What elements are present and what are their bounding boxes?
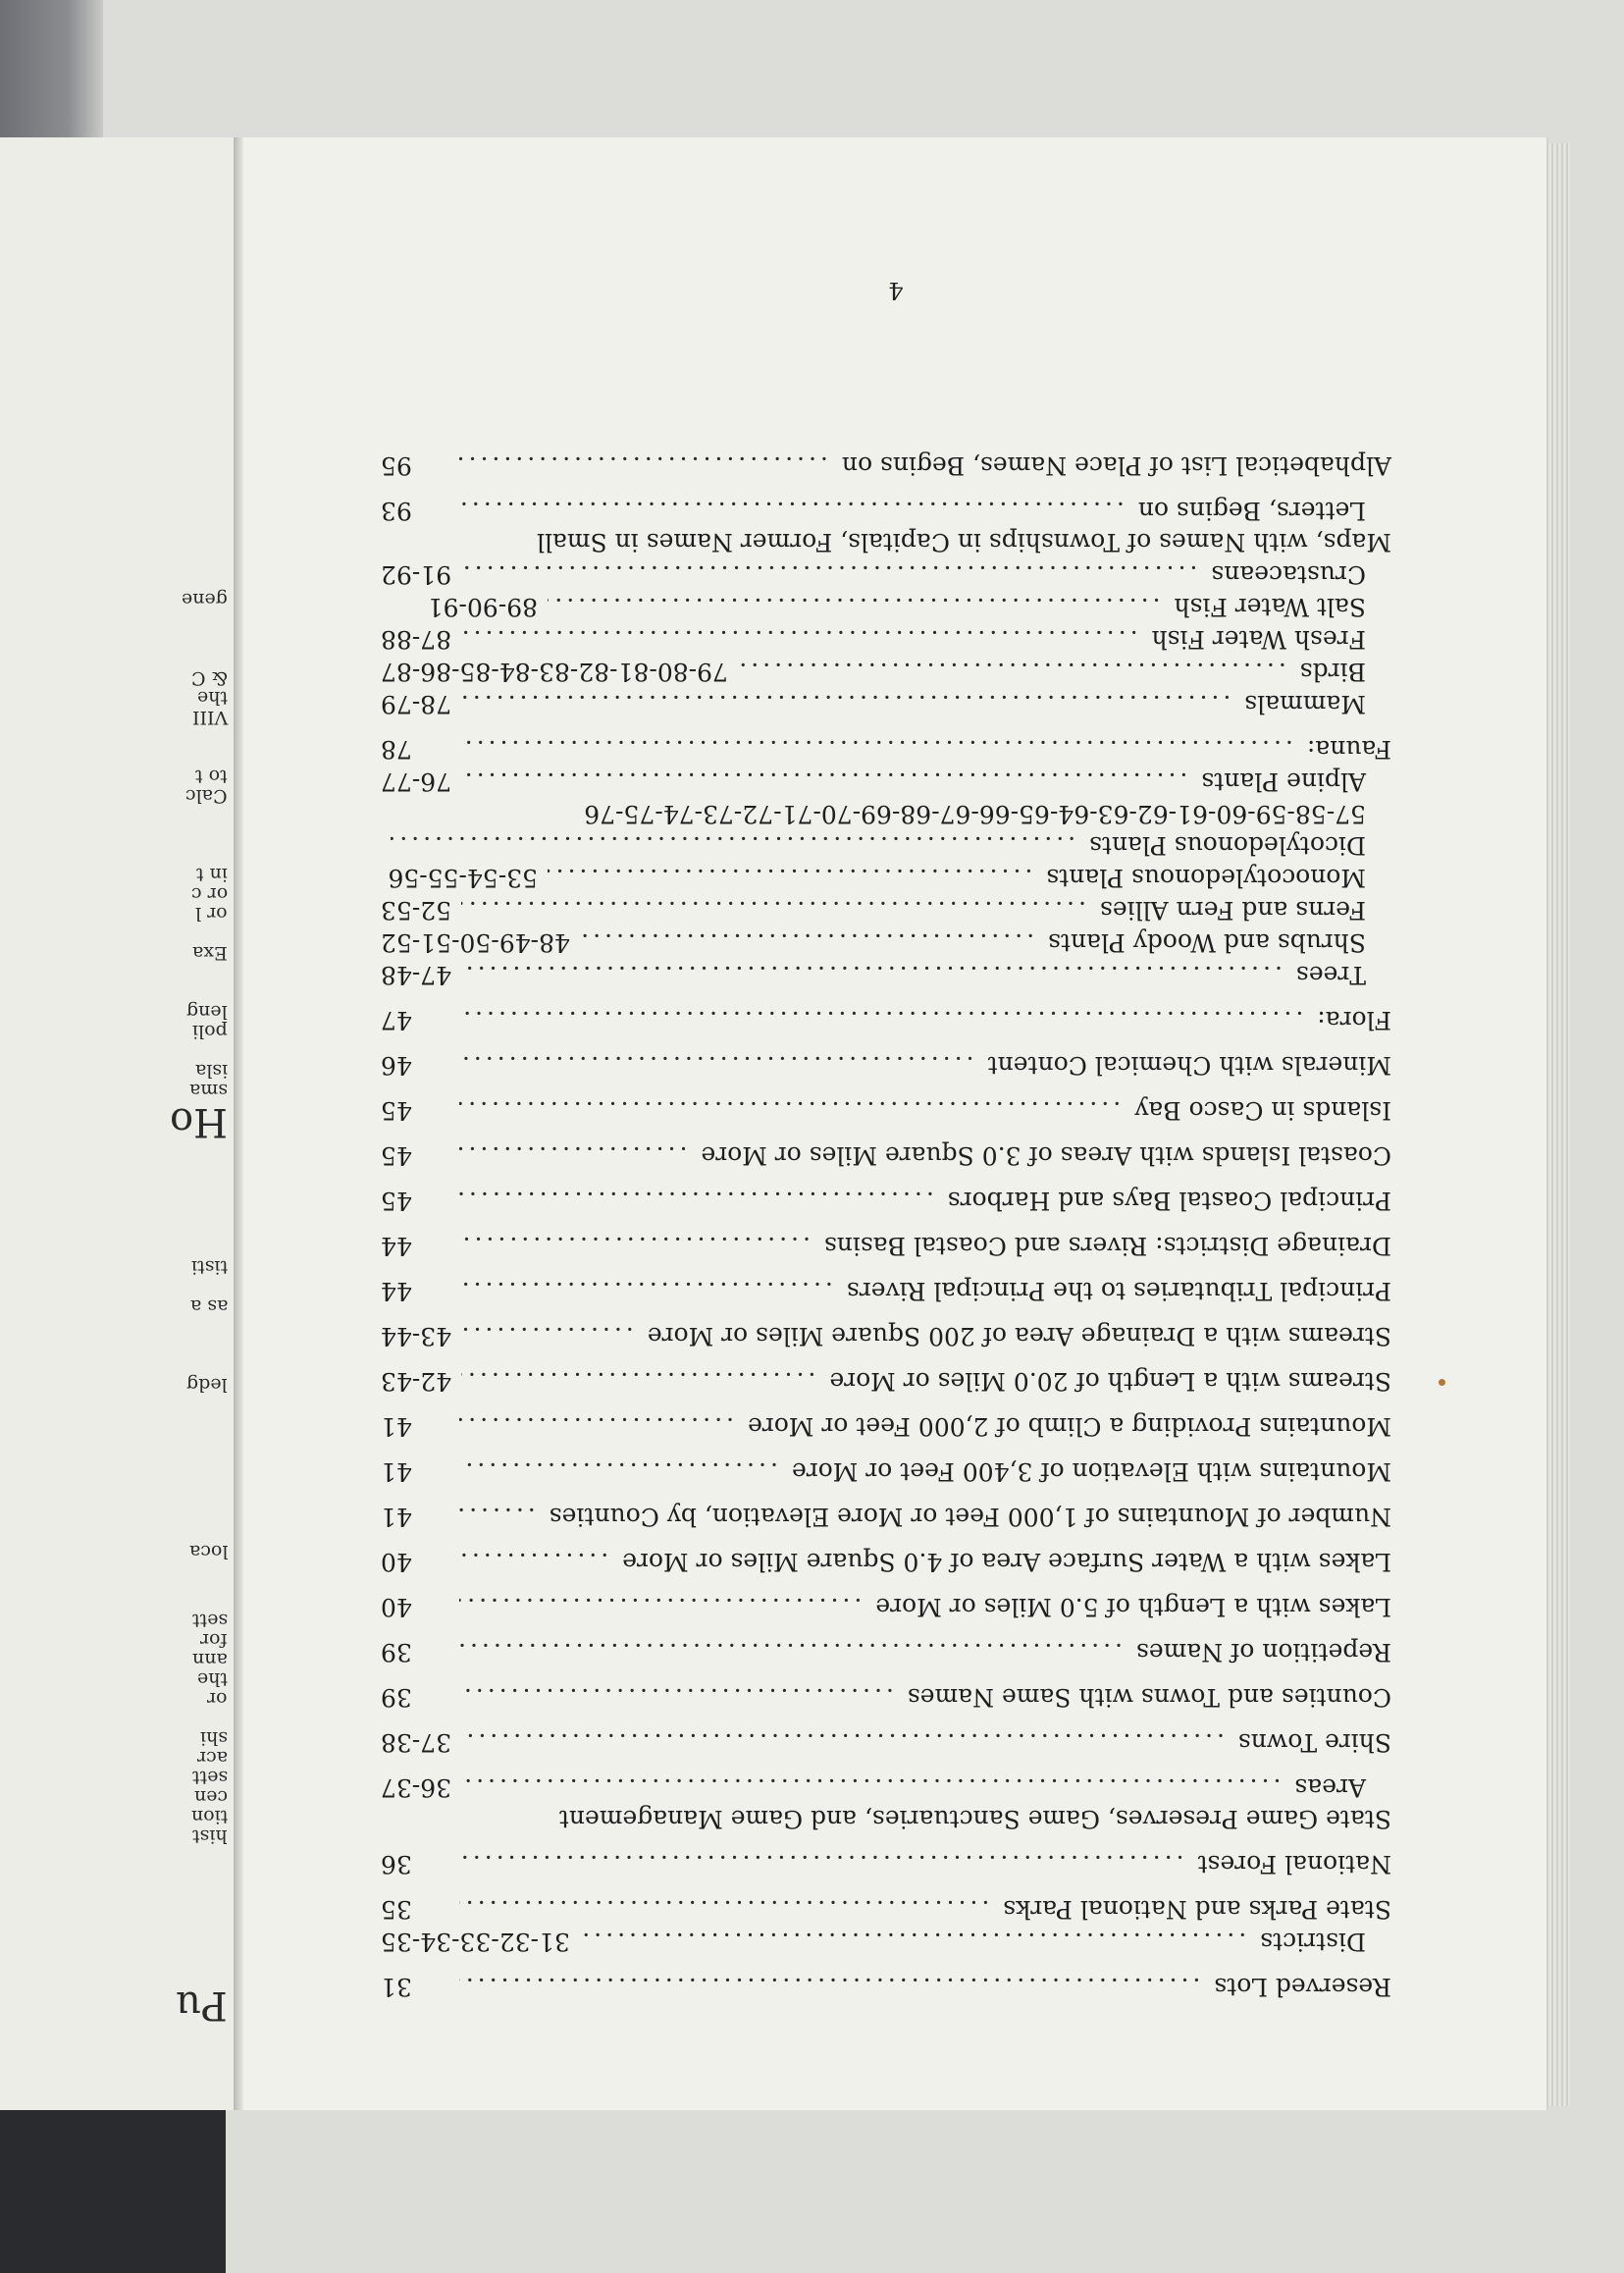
toc-entry-row: [381, 688, 1391, 719]
toc-entry-page: 35: [381, 1895, 412, 1924]
dot-leader: [461, 623, 1138, 655]
toc-entry: [381, 688, 1391, 719]
toc-entry-continuation-text: 57-58-59-60-61-62-63-64-65-66-67-68-69-70-71-72-73-74-75-76: [584, 800, 1366, 828]
left-page-text-fragment: the: [196, 1668, 228, 1690]
toc-entry: [381, 656, 1391, 687]
dot-leader: [459, 1410, 734, 1442]
dot-leader: [461, 1771, 1281, 1803]
toc-entry-title: Dicotyledonous Plants: [1089, 831, 1366, 860]
toc-entry: [381, 1320, 1391, 1351]
toc-entry-page: 93: [381, 497, 412, 525]
toc-entry: [381, 1501, 1391, 1532]
toc-entry-title: National Forest: [1197, 1850, 1391, 1878]
toc-entry: [381, 1275, 1391, 1306]
toc-entry-page: 41: [381, 1457, 412, 1486]
toc-entry-row: [381, 1455, 1391, 1487]
left-page-text-fragment: tisti: [190, 1256, 228, 1278]
toc-entry-row: [381, 959, 1391, 990]
dot-leader: [548, 862, 1032, 893]
toc-entry-title: Districts: [1260, 1928, 1366, 1956]
toc-entry-page: 91-92: [381, 560, 452, 589]
dot-leader: [461, 558, 1197, 590]
toc-entry-page: 40: [381, 1593, 412, 1621]
toc-entry: [381, 1971, 1391, 2002]
left-page-text-fragment: Pu: [176, 1982, 228, 2028]
toc-entry-title: Lakes with a Length of 5.0 Miles or More: [875, 1593, 1391, 1621]
toc-entry-title: Counties and Towns with Same Names: [907, 1683, 1391, 1712]
toc-entry-page: 95: [381, 451, 412, 480]
toc-entry-title: Mountains Providing a Climb of 2,000 Feet or More: [748, 1412, 1391, 1441]
toc-entry: [381, 798, 1391, 861]
dot-leader: [459, 495, 1125, 526]
toc-entry-page: 41: [381, 1503, 412, 1531]
toc-entry-page: 48-49-50-51-52: [381, 928, 570, 957]
toc-entry-title: Fauna:: [1306, 735, 1391, 764]
toc-entry-row: [381, 1546, 1391, 1577]
toc-entry: [381, 1771, 1391, 1834]
toc-entry: [381, 558, 1391, 590]
toc-entry-title: Fresh Water Fish: [1151, 625, 1366, 654]
dot-leader: [459, 1636, 1123, 1667]
toc-entry-row: [381, 1230, 1391, 1261]
toc-entry-page: 46: [381, 1051, 412, 1080]
toc-entry-row: [381, 526, 1391, 557]
toc-entry-page: 36-37: [381, 1773, 452, 1802]
toc-entry: [381, 1893, 1391, 1925]
toc-entry-row: [381, 894, 1391, 925]
toc-entry-row: [381, 926, 1391, 958]
toc-entry: [381, 1848, 1391, 1879]
toc-entry: [381, 1591, 1391, 1622]
left-page-text-fragment: sett: [191, 1610, 228, 1631]
left-page-text-fragment: sma: [188, 1080, 228, 1101]
toc-entry: [381, 1185, 1391, 1216]
dot-leader: [391, 829, 1075, 861]
toc-entry-page: 31: [381, 1973, 412, 2001]
toc-entry-page: 76-77: [381, 767, 452, 796]
toc-entry-title: Ferns and Fern Allies: [1100, 896, 1366, 925]
toc-entry-row: [381, 1636, 1391, 1667]
left-page-text-fragment: isla: [194, 1060, 228, 1082]
dot-leader: [461, 688, 1231, 719]
dot-leader: [459, 1139, 687, 1171]
dot-leader: [459, 1275, 833, 1306]
left-page-text-fragment: gene: [182, 589, 228, 610]
upside-down-content: [243, 137, 1548, 2110]
dot-leader: [459, 733, 1293, 765]
left-page-edge: [0, 137, 236, 2110]
toc-entry: [381, 449, 1391, 481]
left-page-text-fragment: cen: [193, 1786, 228, 1808]
toc-entry: [381, 591, 1391, 622]
left-page-text-fragment: tion: [190, 1806, 228, 1827]
toc-entry: [381, 766, 1391, 797]
left-page-text-fragment: Exa: [192, 942, 228, 964]
toc-entry: [381, 862, 1391, 893]
toc-entry-page: 47-48: [381, 961, 452, 989]
toc-entry: [381, 1726, 1391, 1758]
dot-leader: [461, 1320, 634, 1351]
left-page-text-fragment: Ho: [170, 1099, 228, 1144]
dot-leader: [459, 1501, 536, 1532]
toc-entry-row: [381, 591, 1391, 622]
toc-entry-row: [381, 623, 1391, 655]
toc-entry-page: 78-79: [381, 690, 452, 718]
toc-entry-row: [381, 1501, 1391, 1532]
dot-leader: [580, 926, 1034, 958]
toc-entry-title: Maps, with Names of Townships in Capitals, Former Names in Small: [537, 528, 1391, 556]
toc-entry-row: [381, 1803, 1391, 1834]
toc-entry-title: Flora:: [1317, 1006, 1391, 1034]
toc-entry-row: [381, 1094, 1391, 1126]
left-page-text-fragment: for: [200, 1629, 228, 1651]
toc-entry: [381, 1139, 1391, 1171]
toc-entry-title: Streams with a Drainage Area of 200 Square Miles or More: [647, 1322, 1391, 1350]
table-of-contents-page: [243, 137, 1548, 2110]
toc-entry-title: State Game Preserves, Game Sanctuaries, and Game Management: [558, 1805, 1391, 1833]
scanner-shadow: [0, 2110, 226, 2273]
toc-entry: [381, 1410, 1391, 1442]
dot-leader: [459, 1848, 1184, 1879]
toc-entry-title: Mountains with Elevation of 3,400 Feet or More: [791, 1457, 1391, 1486]
toc-entry-page: 52-53: [381, 896, 452, 925]
toc-entry: [381, 1230, 1391, 1261]
toc-entry-row: [381, 1320, 1391, 1351]
toc-entry-continuation: [381, 798, 1391, 829]
left-page-text-fragment: & C: [190, 667, 228, 689]
toc-entry: [381, 926, 1391, 958]
dot-leader: [459, 1893, 989, 1925]
dot-leader: [548, 591, 1161, 622]
dot-leader: [580, 1926, 1246, 1957]
toc-entry: [381, 623, 1391, 655]
dot-leader: [459, 1049, 974, 1081]
book-gutter: [234, 137, 243, 2110]
toc-entry: [381, 733, 1391, 765]
toc-entry-title: Principal Tributaries to the Principal Rivers: [846, 1277, 1391, 1305]
left-page-text-fragment: leng: [186, 1001, 228, 1023]
toc-entry-page: 42-43: [381, 1367, 452, 1396]
left-page-text-fragment: or l: [195, 903, 228, 925]
toc-entry: [381, 1546, 1391, 1577]
dot-leader: [459, 1185, 934, 1216]
toc-entry-title: Number of Mountains of 1,000 Feet or More Elevation, by Counties: [549, 1503, 1391, 1531]
left-page-text-fragment: ledg: [186, 1374, 228, 1396]
toc-entry-page: 47: [381, 1006, 412, 1034]
toc-entry-row: [381, 829, 1391, 861]
toc-entry-title: Streams with a Length of 20.0 Miles or More: [829, 1367, 1391, 1396]
toc-entry-continuation-text: Areas: [1294, 1773, 1366, 1802]
toc-entry-title: Lakes with a Water Surface Area of 4.0 Square Miles or More: [622, 1548, 1391, 1576]
page-stack-edge: [1548, 143, 1570, 2106]
dot-leader: [459, 1094, 1121, 1126]
toc-entry-page: 31-32-33-34-35: [381, 1928, 570, 1956]
toc-entry: [381, 1926, 1391, 1957]
toc-entry-title: State Parks and National Parks: [1003, 1895, 1391, 1924]
toc-entry-page: 44: [381, 1277, 412, 1305]
toc-entry-row: [381, 1139, 1391, 1171]
toc-entry-row: [381, 1726, 1391, 1758]
toc-entry-row: [381, 1410, 1391, 1442]
toc-entry-title: Alpine Plants: [1201, 767, 1366, 796]
toc-list: [381, 436, 1391, 2002]
toc-entry-title: Drainage Districts: Rivers and Coastal Basins: [823, 1232, 1391, 1260]
left-page-text-fragment: loca: [188, 1541, 228, 1562]
left-page-text-fragment: sett: [191, 1767, 228, 1788]
toc-entry-row: [381, 1185, 1391, 1216]
toc-entry: [381, 1636, 1391, 1667]
toc-entry-title: Repetition of Names: [1136, 1638, 1391, 1666]
toc-entry-page: 45: [381, 1141, 412, 1170]
toc-entry-row: [381, 1004, 1391, 1035]
toc-entry-page: 36: [381, 1850, 412, 1878]
toc-entry-page: 45: [381, 1187, 412, 1215]
toc-entry-row: [381, 1275, 1391, 1306]
toc-entry-page: 44: [381, 1232, 412, 1260]
toc-entry-page: 39: [381, 1638, 412, 1666]
left-page-text-fragment: acr: [196, 1747, 228, 1769]
toc-entry-page: 89-90-91: [427, 593, 538, 621]
toc-entry-page: 79-80-81-82-83-84-85-86-87: [381, 658, 728, 686]
toc-entry-row: [381, 1681, 1391, 1713]
toc-entry: [381, 1365, 1391, 1397]
toc-entry-title: Minerals with Chemical Content: [987, 1051, 1391, 1080]
dot-leader: [459, 1546, 608, 1577]
toc-entry-row: [381, 1365, 1391, 1397]
left-page-text-fragment: or: [207, 1688, 228, 1710]
book-spread: [0, 137, 1570, 2110]
dot-leader: [459, 1591, 862, 1622]
toc-entry-page: 41: [381, 1412, 412, 1441]
dot-leader: [459, 1681, 894, 1713]
left-page-text-fragment: the: [196, 687, 228, 709]
dot-leader: [461, 894, 1086, 925]
toc-entry-row: [381, 1971, 1391, 2002]
toc-entry-row: [381, 1893, 1391, 1925]
toc-entry-continuation-text: Letters, Begins on: [1137, 497, 1366, 525]
left-page-text-fragment: Calc: [185, 785, 228, 807]
dot-leader: [459, 1230, 811, 1261]
toc-entry-page: 37-38: [381, 1728, 452, 1757]
toc-entry-title: Shrubs and Woody Plants: [1048, 928, 1366, 957]
toc-entry-page: 39: [381, 1683, 412, 1712]
toc-entry-title: Mammals: [1244, 690, 1366, 718]
dot-leader: [459, 1004, 1303, 1035]
toc-entry: [381, 1455, 1391, 1487]
left-page-text-fragment: to t: [195, 766, 228, 787]
toc-entry-row: [381, 733, 1391, 765]
toc-entry: [381, 1049, 1391, 1081]
toc-entry-row: [381, 558, 1391, 590]
left-page-text-fragment: in t: [196, 864, 228, 885]
toc-entry-row: [381, 1591, 1391, 1622]
toc-entry-title: Salt Water Fish: [1174, 593, 1366, 621]
toc-entry-row: [381, 1049, 1391, 1081]
dot-leader: [459, 1455, 778, 1487]
left-page-text-fragment: poli: [192, 1021, 228, 1042]
left-page-text-fragment: as a: [189, 1295, 228, 1317]
toc-entry-page: 87-88: [381, 625, 452, 654]
left-page-text-fragment: ann: [192, 1649, 228, 1670]
toc-entry: [381, 1094, 1391, 1126]
toc-entry-continuation: [381, 1771, 1391, 1803]
toc-entry: [381, 1004, 1391, 1035]
toc-entry-page: 53-54-55-56: [388, 864, 538, 892]
toc-entry-title: Principal Coastal Bays and Harbors: [947, 1187, 1391, 1215]
toc-entry-row: [381, 862, 1391, 893]
dot-leader: [461, 1365, 815, 1397]
dot-leader: [461, 1726, 1225, 1758]
left-page-text-fragment: shi: [199, 1727, 228, 1749]
toc-entry-title: Crustaceans: [1211, 560, 1366, 589]
toc-entry-title: Monocotyledonous Plants: [1046, 864, 1366, 892]
left-page-text-fragment: hist: [192, 1825, 228, 1847]
dot-leader: [459, 1971, 1200, 2002]
left-page-text-fragment: VIII: [191, 707, 228, 728]
dot-leader: [461, 959, 1283, 990]
left-page-text-fragment: or c: [190, 883, 228, 905]
toc-entry-title: Coastal Islands with Areas of 3.0 Square Miles or More: [701, 1141, 1391, 1170]
toc-entry-title: Islands in Casco Bay: [1134, 1096, 1391, 1125]
toc-entry: [381, 959, 1391, 990]
toc-entry: [381, 894, 1391, 925]
toc-entry-title: Shire Towns: [1237, 1728, 1391, 1757]
toc-entry: [381, 1681, 1391, 1713]
toc-entry-title: Reserved Lots: [1214, 1973, 1391, 2001]
toc-entry-continuation: [381, 495, 1391, 526]
dot-leader: [459, 449, 828, 481]
toc-entry-page: 45: [381, 1096, 412, 1125]
toc-entry-row: [381, 1848, 1391, 1879]
toc-entry-page: 40: [381, 1548, 412, 1576]
toc-entry-title: Alphabetical List of Place Names, Begins on: [841, 451, 1391, 480]
toc-entry-page: 43-44: [381, 1322, 452, 1350]
toc-entry-row: [381, 656, 1391, 687]
dot-leader: [461, 766, 1187, 797]
page-number: 4: [888, 277, 904, 304]
dot-leader: [738, 656, 1286, 687]
toc-entry-page: 78: [381, 735, 412, 764]
toc-entry-row: [381, 766, 1391, 797]
paper-stain: [1439, 1379, 1445, 1386]
toc-entry-title: Birds: [1299, 658, 1366, 686]
toc-entry-title: Trees: [1295, 961, 1366, 989]
toc-entry: [381, 495, 1391, 557]
toc-entry-row: [381, 449, 1391, 481]
toc-entry-row: [381, 1926, 1391, 1957]
